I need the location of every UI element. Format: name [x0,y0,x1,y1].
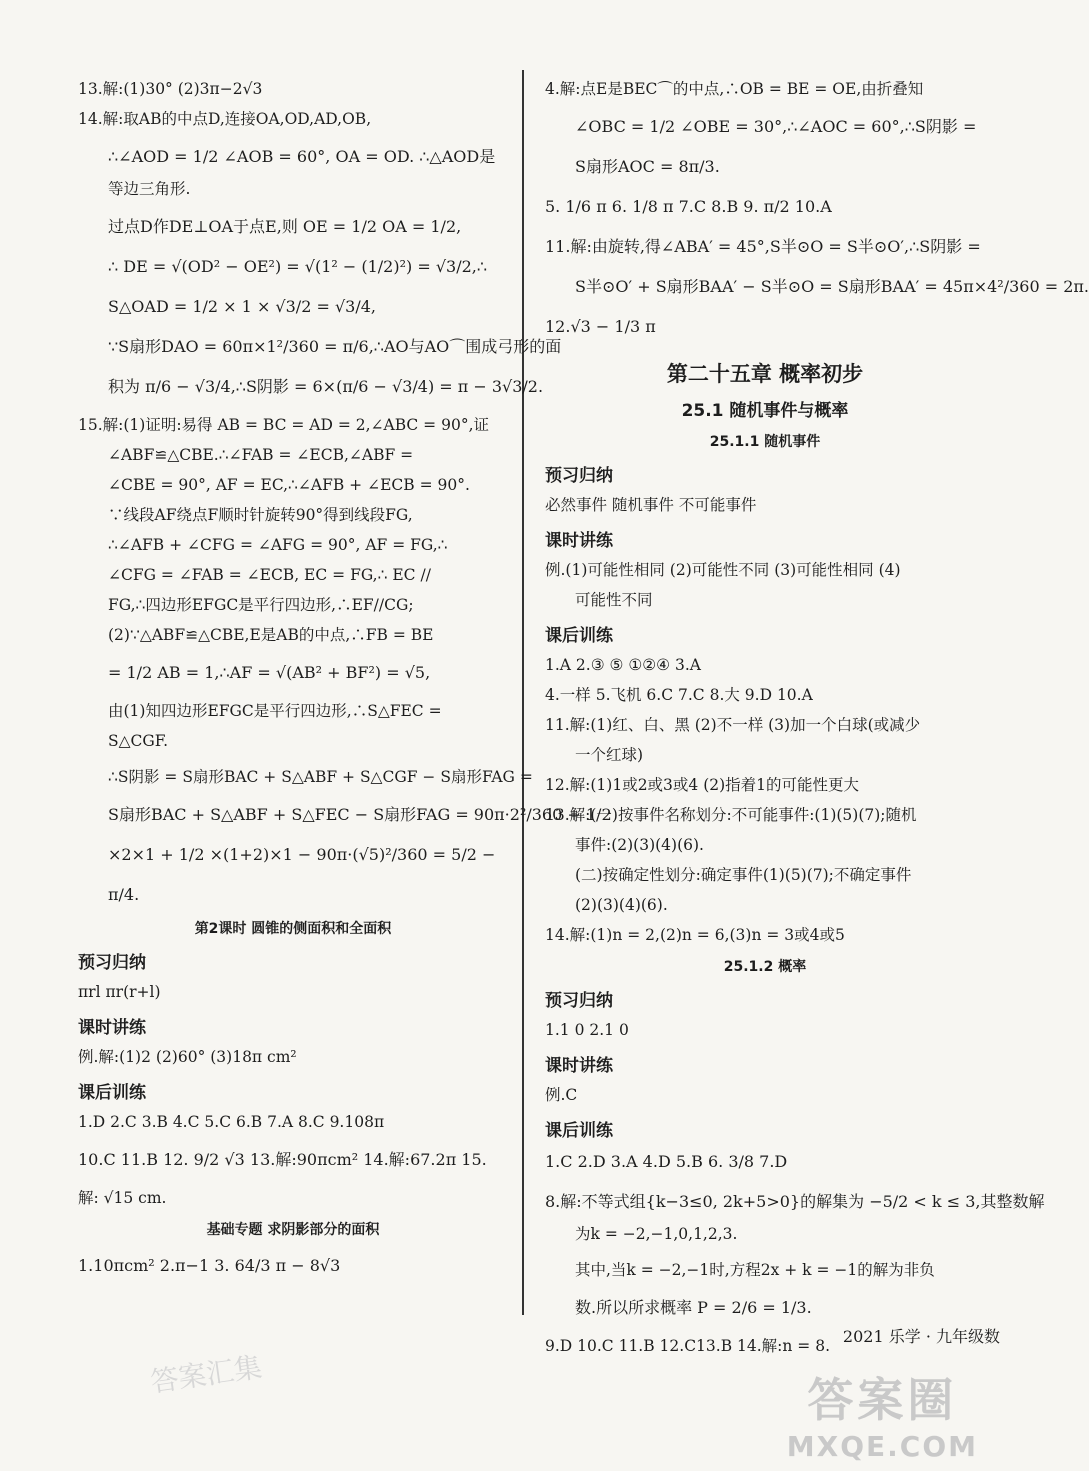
after-line: 1.A 2.③ ⑤ ①②④ 3.A [545,656,701,674]
after-line: 1.D 2.C 3.B 4.C 5.C 6.B 7.A 8.C 9.108π [78,1113,385,1131]
watermark-url: MXQE.COM [786,1430,978,1463]
heading-preview: 预习归纳 [545,466,613,486]
subsection-title: 25.1.1 随机事件 [709,434,821,450]
preview-answer: 1.1 0 2.1 0 [545,1021,629,1039]
answer-line: S半⊙O′ + S扇形BAA′ − S半⊙O = S扇形BAA′ = 45π×4²/360 = 2π. [575,277,1089,296]
answer-line: ∴ DE = √(OD² − OE²) = √(1² − (1/2)²) = √3/2,∴ [108,257,488,276]
answer-line: FG,∴四边形EFGC是平行四边形,∴EF//CG; [108,596,414,614]
heading-after: 课后训练 [78,1083,146,1103]
after-line: 9.D 10.C 11.B 12.C13.B 14.解:n = 8. [545,1337,831,1355]
heading-class: 课时讲练 [545,531,613,551]
after-line: 14.解:(1)n = 2,(2)n = 6,(3)n = 3或4或5 [545,926,845,944]
heading-preview: 预习归纳 [545,991,613,1011]
chapter-title: 第二十五章 概率初步 [666,362,864,386]
after-line: 13.解:(一)按事件名称划分:不可能事件:(1)(5)(7);随机 [545,806,917,824]
after-line: (2)(3)(4)(6). [575,896,668,914]
after-line: 12.解:(1)1或2或3或4 (2)指着1的可能性更大 [545,776,860,794]
preview-answer: πrl πr(r+l) [78,983,161,1001]
answer-line: 积为 π/6 − √3/4,∴S阴影 = 6×(π/6 − √3/4) = π − 3√3/2. [108,377,544,396]
lesson-title: 第2课时 圆锥的侧面积和全面积 [194,921,392,937]
heading-class: 课时讲练 [545,1056,613,1076]
answer-line: S△CGF. [108,732,169,750]
after-line: 数.所以所求概率 P = 2/6 = 1/3. [575,1298,812,1317]
column-divider [522,70,524,1315]
answer-line: S扇形AOC = 8π/3. [575,157,720,176]
answer-line: ∴S阴影 = S扇形BAC + S△ABF + S△CGF − S扇形FAG = [108,768,533,786]
answer-line: ∵S扇形DAO = 60π×1²/360 = π/6,∴AO与AO⌒围成弓形的面 [108,337,562,356]
subsection-title: 25.1.2 概率 [723,959,807,975]
watermark-logo-text: 答案圈 [807,1373,958,1427]
after-line: 1.C 2.D 3.A 4.D 5.B 6. 3/8 7.D [545,1152,788,1171]
heading-after: 课后训练 [545,626,613,646]
heading-preview: 预习归纳 [78,953,146,973]
answer-line: 12.√3 − 1/3 π [545,317,656,336]
special-topic-title: 基础专题 求阴影部分的面积 [206,1222,380,1238]
class-answer: 例.C [545,1086,578,1104]
class-answer: 例.解:(1)2 (2)60° (3)18π cm² [78,1048,297,1066]
answer-line: 过点D作DE⊥OA于点E,则 OE = 1/2 OA = 1/2, [108,217,462,236]
after-line: 其中,当k = −2,−1时,方程2x + k = −1的解为非负 [575,1261,935,1279]
after-line: 8.解:不等式组{k−3≤0, 2k+5>0}的解集为 −5/2 < k ≤ 3,其整数解 [545,1192,1045,1211]
after-line: 4.一样 5.飞机 6.C 7.C 8.大 9.D 10.A [545,686,813,704]
preview-answer: 必然事件 随机事件 不可能事件 [545,496,757,514]
answer-line: ×2×1 + 1/2 ×(1+2)×1 − 90π·(√5)²/360 = 5/2 − [108,845,496,864]
after-line: 10.C 11.B 12. 9/2 √3 13.解:90πcm² 14.解:67.2π 15. [78,1150,487,1169]
answer-line: 由(1)知四边形EFGC是平行四边形,∴S△FEC = [108,702,442,720]
after-line: 一个红球) [575,746,644,764]
after-line: 解: √15 cm. [78,1189,167,1207]
answer-line: 11.解:由旋转,得∠ABA′ = 45°,S半⊙O = S半⊙O′,∴S阴影 = [545,237,981,256]
answer-line: ∴∠AFB + ∠CFG = ∠AFG = 90°, AF = FG,∴ [108,536,448,554]
after-line: 11.解:(1)红、白、黑 (2)不一样 (3)加一个白球(或减少 [545,716,921,734]
answer-line: ∵线段AF绕点F顺时针旋转90°得到线段FG, [108,506,413,524]
answer-line: ∠ABF≌△CBE.∴∠FAB = ∠ECB,∠ABF = [108,446,414,464]
answer-line: ∠CBE = 90°, AF = EC,∴∠AFB + ∠ECB = 90°. [108,476,470,494]
answer-line: = 1/2 AB = 1,∴AF = √(AB² + BF²) = √5, [108,663,431,682]
site-watermark [787,1364,978,1463]
answer-line: 5. 1/6 π 6. 1/8 π 7.C 8.B 9. π/2 10.A [545,197,832,216]
right-column [545,78,1089,1357]
answer-line: S扇形BAC + S△ABF + S△FEC − S扇形FAG = 90π·2²/360 + 1/2 [108,805,612,824]
heading-class: 课时讲练 [78,1018,146,1038]
answer-line: 4.解:点E是BEC⌒的中点,∴OB = BE = OE,由折叠知 [545,80,924,98]
answer-line: ∠CFG = ∠FAB = ∠ECB, EC = FG,∴ EC // [108,566,431,584]
class-answer: 可能性不同 [575,591,653,609]
after-line: 事件:(2)(3)(4)(6). [575,836,704,854]
stamp-text: 答案汇集 [148,1350,264,1399]
answer-line: ∴∠AOD = 1/2 ∠AOB = 60°, OA = OD. ∴△AOD是 [108,147,496,166]
after-line: (二)按确定性划分:确定事件(1)(5)(7);不确定事件 [575,866,912,884]
answer-line: S△OAD = 1/2 × 1 × √3/2 = √3/4, [108,297,376,316]
class-answer: 例.(1)可能性相同 (2)可能性不同 (3)可能性相同 (4) [545,561,901,579]
answer-line: π/4. [108,885,140,904]
answer-line: ∠OBC = 1/2 ∠OBE = 30°,∴∠AOC = 60°,∴S阴影 = [575,117,977,136]
after-line: 为k = −2,−1,0,1,2,3. [575,1225,738,1243]
answer-line: 等边三角形. [108,180,191,198]
answer-line: (2)∵△ABF≌△CBE,E是AB的中点,∴FB = BE [108,626,434,644]
special-answer: 1.10πcm² 2.π−1 3. 64/3 π − 8√3 [78,1256,341,1275]
section-title: 25.1 随机事件与概率 [681,401,849,421]
answer-line: 13.解:(1)30° (2)3π−2√3 [78,80,263,98]
page-footer: 2021 乐学 · 九年级数 [842,1327,1000,1346]
heading-after: 课后训练 [545,1121,613,1141]
answer-line: 14.解:取AB的中点D,连接OA,OD,AD,OB, [78,110,372,128]
answer-line: 15.解:(1)证明:易得 AB = BC = AD = 2,∠ABC = 90°,证 [78,416,489,434]
